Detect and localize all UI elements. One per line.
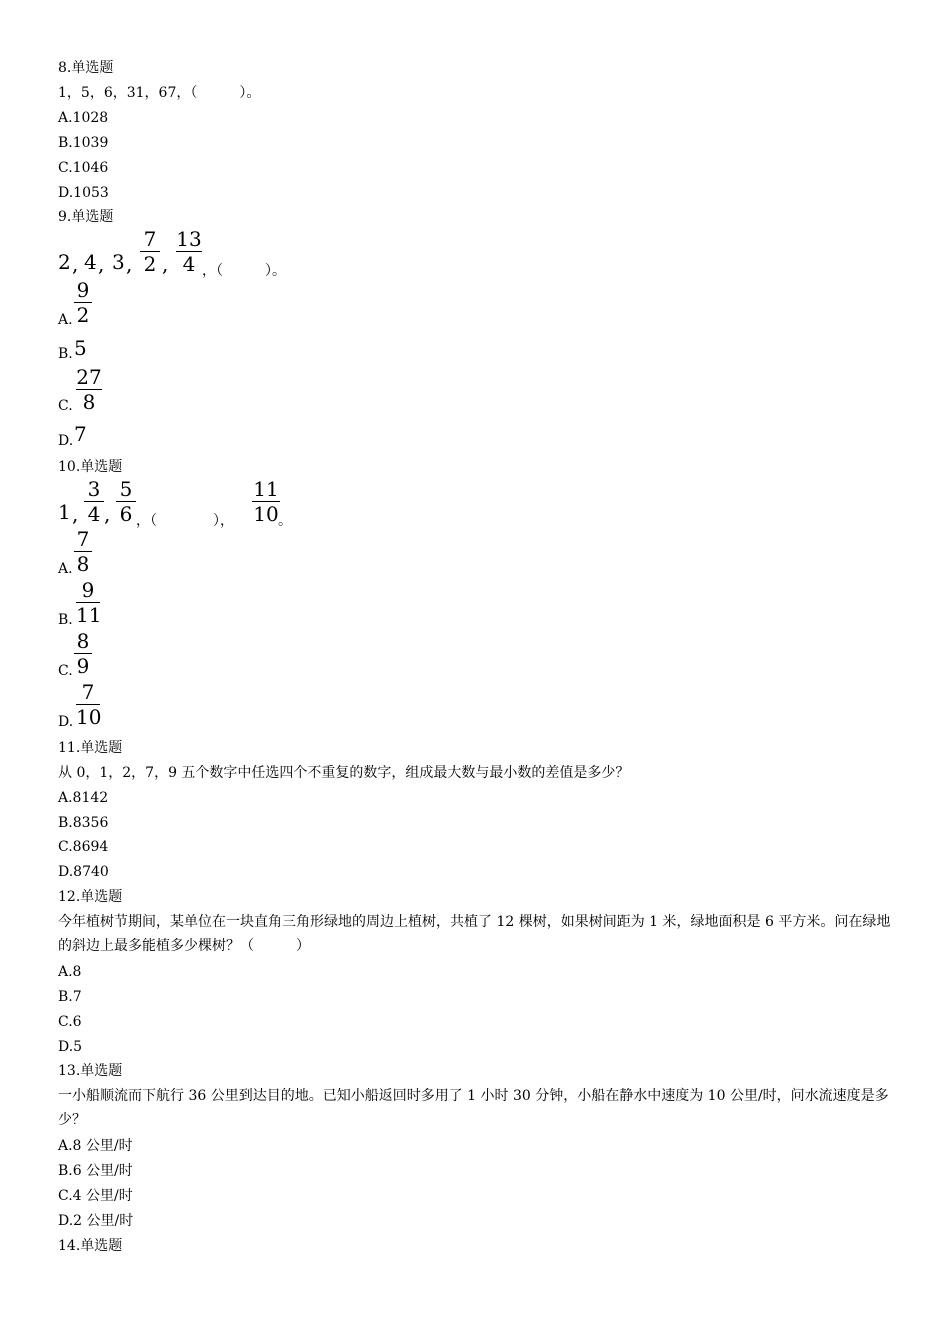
q8-option-d: D.1053	[58, 185, 109, 201]
q10-a-denominator: 8	[76, 552, 90, 576]
q11-option-d: D.8740	[58, 864, 109, 880]
q10-f3-denominator: 10	[253, 502, 279, 526]
q9-sequence-tail: ，（ ）。	[202, 263, 286, 279]
q9-term-1: 2	[58, 250, 71, 274]
q9-f1-denominator: 2	[143, 252, 157, 276]
q10-comma-2: ,	[104, 502, 111, 526]
q13-option-a: A.8 公里/时	[58, 1138, 133, 1154]
q10-sequence-tail: 。	[278, 513, 292, 529]
q13-header: 13.单选题	[58, 1063, 123, 1079]
q8-option-a: A.1028	[58, 110, 109, 126]
q12-option-b: B.7	[58, 989, 82, 1005]
q9-option-d-value: 7	[74, 422, 87, 446]
q9-fraction-2	[176, 228, 202, 275]
q9-option-b-label: B.	[58, 346, 73, 362]
q9-f2-numerator: 13	[176, 227, 202, 251]
q12-header: 12.单选题	[58, 889, 123, 905]
q10-fraction-2	[116, 478, 136, 525]
q9-fraction-1	[140, 228, 160, 275]
q8-stem: 1，5，6，31，67，（ ）。	[58, 85, 261, 101]
q9-c-denominator: 8	[82, 390, 96, 414]
q10-comma-1: ,	[72, 502, 79, 526]
q10-c-numerator: 8	[76, 629, 90, 653]
q10-option-d-fraction	[76, 681, 100, 728]
q10-fraction-1	[84, 478, 104, 525]
q10-d-numerator: 7	[81, 680, 95, 704]
q10-f2-numerator: 5	[119, 477, 133, 501]
q13-option-c: C.4 公里/时	[58, 1188, 133, 1204]
q10-fraction-3	[252, 478, 280, 525]
q9-option-c-fraction	[76, 366, 102, 413]
q9-option-d-label: D.	[58, 433, 74, 449]
q10-option-b-fraction	[76, 579, 100, 626]
q10-term-1: 1	[58, 500, 71, 524]
q10-a-numerator: 7	[76, 527, 90, 551]
q11-option-c: C.8694	[58, 839, 109, 855]
q9-header: 9.单选题	[58, 209, 114, 225]
q9-option-c-label: C.	[58, 398, 73, 414]
q11-stem: 从 0，1，2，7，9 五个数字中任选四个不重复的数字，组成最大数与最小数的差值是多少？	[58, 765, 630, 781]
q13-option-d: D.2 公里/时	[58, 1213, 134, 1229]
q12-option-d: D.5	[58, 1039, 83, 1055]
q12-option-c: C.6	[58, 1014, 82, 1030]
q11-header: 11.单选题	[58, 740, 123, 756]
q10-f2-denominator: 6	[119, 502, 133, 526]
q10-blank: ，（ ），	[136, 513, 234, 529]
q12-stem: 今年植树节期间，某单位在一块直角三角形绿地的周边上植树，共植了 12 棵树，如果树间距为 1 米，绿地面积是 6 平方米。问在绿地的斜边上最多能植多少棵树？（ ）	[58, 914, 891, 954]
q10-f1-denominator: 4	[87, 502, 101, 526]
q9-comma-3: ,	[126, 252, 133, 276]
q9-option-a-fraction	[74, 279, 92, 326]
q9-c-numerator: 27	[76, 365, 102, 389]
q10-option-b-label: B.	[58, 612, 73, 628]
q9-term-3: 3	[112, 250, 125, 274]
q13-option-b: B.6 公里/时	[58, 1163, 133, 1179]
q9-a-numerator: 9	[76, 278, 90, 302]
q8-option-b: B.1039	[58, 135, 109, 151]
q14-header: 14.单选题	[58, 1238, 123, 1254]
q9-comma-4: ,	[162, 252, 169, 276]
q10-f1-numerator: 3	[87, 477, 101, 501]
q9-a-denominator: 2	[76, 303, 90, 327]
q12-option-a: A.8	[58, 964, 82, 980]
q10-header: 10.单选题	[58, 459, 123, 475]
q10-option-c-fraction	[74, 630, 92, 677]
q9-f2-denominator: 4	[182, 252, 196, 276]
q9-option-a-label: A.	[58, 312, 73, 328]
q10-f3-numerator: 11	[253, 477, 279, 501]
q9-term-2: 4	[84, 250, 97, 274]
q9-comma-2: ,	[98, 252, 105, 276]
q11-option-a: A.8142	[58, 790, 109, 806]
q8-option-c: C.1046	[58, 160, 109, 176]
q10-d-denominator: 10	[76, 705, 102, 729]
q9-f1-numerator: 7	[143, 227, 157, 251]
q10-option-a-fraction	[74, 528, 92, 575]
q8-header: 8.单选题	[58, 60, 114, 76]
q9-comma-1: ,	[72, 252, 79, 276]
q10-b-numerator: 9	[81, 578, 95, 602]
q9-option-b-value: 5	[74, 336, 87, 360]
q11-option-b: B.8356	[58, 815, 109, 831]
q10-option-c-label: C.	[58, 663, 73, 679]
q10-option-d-label: D.	[58, 714, 74, 730]
q10-b-denominator: 11	[76, 603, 102, 627]
q10-option-a-label: A.	[58, 561, 73, 577]
q10-c-denominator: 9	[76, 654, 90, 678]
q13-stem: 一小船顺流而下航行 36 公里到达目的地。已知小船返回时多用了 1 小时 30 分钟，小船在静水中速度为 10 公里/时，问水流速度是多少？	[58, 1088, 889, 1128]
